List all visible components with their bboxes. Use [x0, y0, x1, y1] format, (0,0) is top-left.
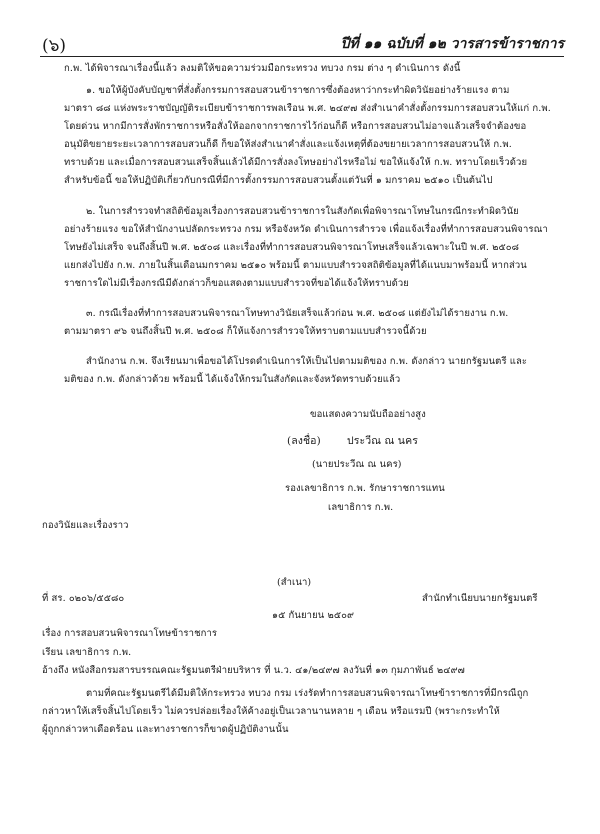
- para2-line: อย่างร้ายแรง ขอให้สำนักงานปลัดกระทรวง กรม หรือจังหวัด ดำเนินการสำรวจ เพื่อแจ้งเรื่องที่ทำการสอบสวนพิจารณา: [64, 224, 548, 235]
- name-print: (นายประวีณ ณ นคร): [312, 459, 402, 470]
- para2-line: แยกส่งไปยัง ก.พ. ภายในสิ้นเดือนมกราคม ๒๕๑๐ พร้อมนี้ ตามแบบสำรวจสถิติข้อมูลที่ได้แนบมาพร้อมนี้ หากส่วน: [64, 260, 527, 271]
- signature-label: (ลงชื่อ): [287, 435, 321, 447]
- body-line: ตามที่คณะรัฐมนตรีได้มีมติให้กระทรวง ทบวง กรม เร่งรัดทำการสอบสวนพิจารณาโทษข้าราชการที่มีกรณีถูก: [86, 688, 529, 699]
- doc-number: ที่ สร. ๐๒๐๖/๕๕๘๐: [42, 593, 125, 604]
- office: สำนักทำเนียบนายกรัฐมนตรี: [422, 593, 538, 604]
- para4-line: มติของ ก.พ. ดังกล่าวด้วย พร้อมนี้ ได้แจ้งให้กรมในสังกัดและจังหวัดทราบด้วยแล้ว: [64, 374, 401, 385]
- intro-text: ก.พ. ได้พิจารณาเรื่องนี้แล้ว ลงมติให้ขอความร่วมมือกระทรวง ทบวง กรม ต่าง ๆ ดำเนินการ ดังนี้: [64, 63, 461, 74]
- letter-date: ๑๕ กันยายน ๒๕๐๙: [272, 610, 355, 621]
- header-rule: [40, 56, 564, 57]
- para4-line: สำนักงาน ก.พ. จึงเรียนมาเพื่อขอได้โปรดดำเนินการให้เป็นไปตามมติของ ก.พ. ดังกล่าว นายกรัฐมนตรี และ: [86, 356, 528, 367]
- para1-line: ๑. ขอให้ผู้บังคับบัญชาที่สั่งตั้งกรรมการสอบสวนข้าราชการซึ่งต้องหาว่ากระทำผิดวินัยอย่างร้ายแรง ตาม: [86, 85, 510, 96]
- para2-line: ๒. ในการสำรวจทำสถิติข้อมูลเรื่องการสอบสวนข้าราชการในสังกัดเพื่อพิจารณาโทษในกรณีกระทำผิดวินัย: [86, 206, 519, 217]
- closing: ขอแสดงความนับถืออย่างสูง: [310, 409, 426, 420]
- position-line: เลขาธิการ ก.พ.: [328, 502, 394, 513]
- para1-line: โดยด่วน หากมีการสั่งพักราชการหรือสั่งให้ออกจากราชการไว้ก่อนก็ดี หรือการสอบสวนไม่อาจแล้วเสร็จจำต้องขอ: [64, 121, 527, 132]
- position-line: รองเลขาธิการ ก.พ. รักษาราชการแทน: [285, 483, 445, 494]
- reference: อ้างถึง หนังสือกรมสารบรรณคณะรัฐมนตรีฝ่ายบริหาร ที่ น.ว. ๔๑/๒๔๙๗ ลงวันที่ ๑๓ กุมภาพันธ์ ๒๔๙๗: [42, 665, 465, 676]
- para1-line: ทราบด้วย และเมื่อการสอบสวนเสร็จสิ้นแล้วได้มีการสั่งลงโทษอย่างไรหรือไม่ ขอให้แจ้งให้ ก.พ. ทราบโดยเร็วด้วย: [64, 157, 528, 168]
- subject: เรื่อง การสอบสวนพิจารณาโทษข้าราชการ: [42, 628, 218, 639]
- para1-line: สำหรับข้อนี้ ขอให้ปฏิบัติเกี่ยวกับกรณีที่มีการตั้งกรรมการสอบสวนตั้งแต่วันที่ ๑ มกราคม ๒๕๑๐ เป็นต้นไป: [64, 175, 493, 186]
- department: กองวินัยและเรื่องราว: [42, 520, 129, 531]
- para3-line: ๓. กรณีเรื่องที่ทำการสอบสวนพิจารณาโทษทางวินัยเสร็จแล้วก่อน พ.ศ. ๒๕๐๘ แต่ยังไม่ได้รายงาน ก.พ.: [86, 308, 509, 319]
- signature-name: ประวีณ ณ นคร: [347, 435, 418, 447]
- body-line: ผู้ถูกกล่าวหาเดือดร้อน และทางราชการก็ขาดผู้ปฏิบัติงานนั้น: [42, 724, 289, 735]
- body-line: กล่าวหาให้เสร็จสิ้นไปโดยเร็ว ไม่ควรปล่อยเรื่องให้ค้างอยู่เป็นเวลานานหลาย ๆ เดือน หรือแรมปี (พราะกระทำให้: [42, 706, 500, 717]
- recipient: เรียน เลขาธิการ ก.พ.: [42, 647, 132, 658]
- para2-line: ราชการใดไม่มีเรื่องกรณีมีดังกล่าวก็ขอแสดงตามแบบสำรวจที่ขอได้แจ้งให้ทราบด้วย: [64, 278, 409, 289]
- para2-line: โทษยังไม่เสร็จ จนถึงสิ้นปี พ.ศ. ๒๕๐๘ และเรื่องที่ทำการสอบสวนพิจารณาโทษเสร็จแล้วเฉพาะในปี พ.ศ. ๒๕๐๘: [64, 242, 520, 253]
- page-number: (๖): [42, 36, 67, 56]
- para3-line: ตามมาตรา ๙๖ จนถึงสิ้นปี พ.ศ. ๒๕๐๘ ก็ให้แจ้งการสำรวจให้ทราบตามแบบสำรวจนี้ด้วย: [64, 326, 427, 337]
- copy-label: (สำเนา): [277, 577, 312, 588]
- para1-line: อนุมัติขยายระยะเวลาการสอบสวนก็ดี ก็ขอให้ส่งสำเนาคำสั่งและแจ้งเหตุที่ต้องขยายเวลาการสอบสวนให้ ก.พ.: [64, 139, 512, 150]
- journal-title: ปีที่ ๑๑ ฉบับที่ ๑๒ วารสารข้าราชการ: [340, 36, 564, 52]
- para1-line: มาตรา ๘๘ แห่งพระราชบัญญัติระเบียบข้าราชการพลเรือน พ.ศ. ๒๔๙๗ ส่งสำเนาคำสั่งตั้งกรรมการสอบสวนให้แก่ ก.พ.: [64, 103, 551, 114]
